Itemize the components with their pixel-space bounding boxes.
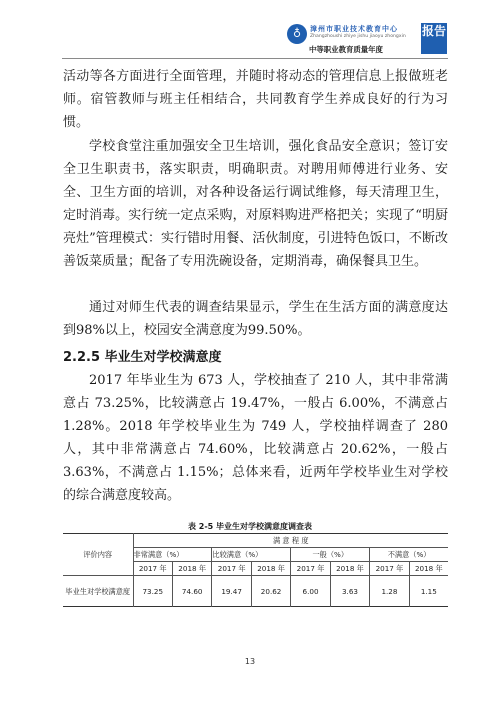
table-cell: 19.47 bbox=[212, 576, 251, 607]
category-header: 一般（%） bbox=[291, 548, 370, 562]
table-caption: 表 2-5 毕业生对学校满意度调查表 bbox=[187, 522, 313, 531]
table-cell: 20.62 bbox=[251, 576, 290, 607]
section-heading: 2.2.5 毕业生对学校满意度 bbox=[63, 350, 222, 365]
table-cell: 74.60 bbox=[172, 576, 211, 607]
body-paragraph-3: 通过对师生代表的调查结果显示，学生在生活方面的满意度达到98%以上，校园安全满意度为99.50%。 bbox=[63, 300, 448, 338]
table-cell: 6.00 bbox=[291, 576, 330, 607]
report-title: 中等职业教育质量年度 bbox=[309, 45, 383, 54]
year-header: 2018 年 bbox=[330, 562, 369, 576]
category-header: 不满意（%） bbox=[370, 548, 448, 562]
satisfaction-table bbox=[63, 533, 448, 607]
school-name-pinyin: Zhangzhoushi zhiye jishu jiaoyu zhongxin bbox=[310, 34, 406, 39]
school-name: 漳州市职业技术教育中心 bbox=[310, 24, 398, 33]
year-header: 2017 年 bbox=[370, 562, 409, 576]
category-header: 非常满意（%） bbox=[133, 548, 212, 562]
page-number: 13 bbox=[244, 657, 256, 666]
year-header: 2018 年 bbox=[409, 562, 448, 576]
row-label: 毕业生对学校满意度 bbox=[63, 576, 133, 607]
category-header: 比较满意（%） bbox=[212, 548, 291, 562]
row-header-cell: 评价内容 bbox=[83, 549, 113, 559]
group-header-cell: 满 意 程 度 bbox=[133, 534, 448, 548]
year-header: 2018 年 bbox=[172, 562, 211, 576]
year-header: 2018 年 bbox=[251, 562, 290, 576]
table-cell: 1.28 bbox=[370, 576, 409, 607]
header-divider bbox=[62, 58, 448, 59]
year-header: 2017 年 bbox=[291, 562, 330, 576]
year-header: 2017 年 bbox=[133, 562, 172, 576]
school-logo-icon: ♁ bbox=[287, 24, 307, 44]
page-header bbox=[0, 0, 500, 62]
table-row bbox=[63, 576, 448, 607]
table-cell: 3.63 bbox=[330, 576, 369, 607]
body-paragraph-1: 活动等各方面进行全面管理，并随时将动态的管理信息上报做班老师。宿管教师与班主任相结合，共同教育学生养成良好的行为习惯。 bbox=[63, 69, 448, 130]
section-paragraph: 2017 年毕业生为 673 人，学校抽查了 210 人，其中非常满意占 73.25%，比较满意占 19.47%，一般占 6.00%，不满意占 1.28%。2018 年学校毕业生为 749 人，学校抽样调查了 280 人，其中非常满意占 74.60%，比较满意占 20.62%，一般占 3.63%，不满意占 1.15%；总体来看，近两年学校毕业生对学校的综合满意度较高。 bbox=[63, 373, 448, 503]
year-header: 2017 年 bbox=[212, 562, 251, 576]
body-paragraph-2: 学校食堂注重加强安全卫生培训，强化食品安全意识；签订安全卫生职责书，落实职责，明确职责。对聘用师傅进行业务、安全、卫生方面的培训，对各种设备运行调试维修，每天清理卫生，定时消毒。实行统一定点采购，对原料购进严格把关；实现了“明厨亮灶”管理模式：实行错时用餐、活伙制度，引进特色饭口，不断改善饭菜质量；配备了专用洗碗设备，定期消毒，确保餐具卫生。 bbox=[63, 139, 448, 269]
table-cell: 73.25 bbox=[133, 576, 172, 607]
report-badge: 报告 bbox=[421, 23, 447, 54]
table-cell: 1.15 bbox=[409, 576, 448, 607]
